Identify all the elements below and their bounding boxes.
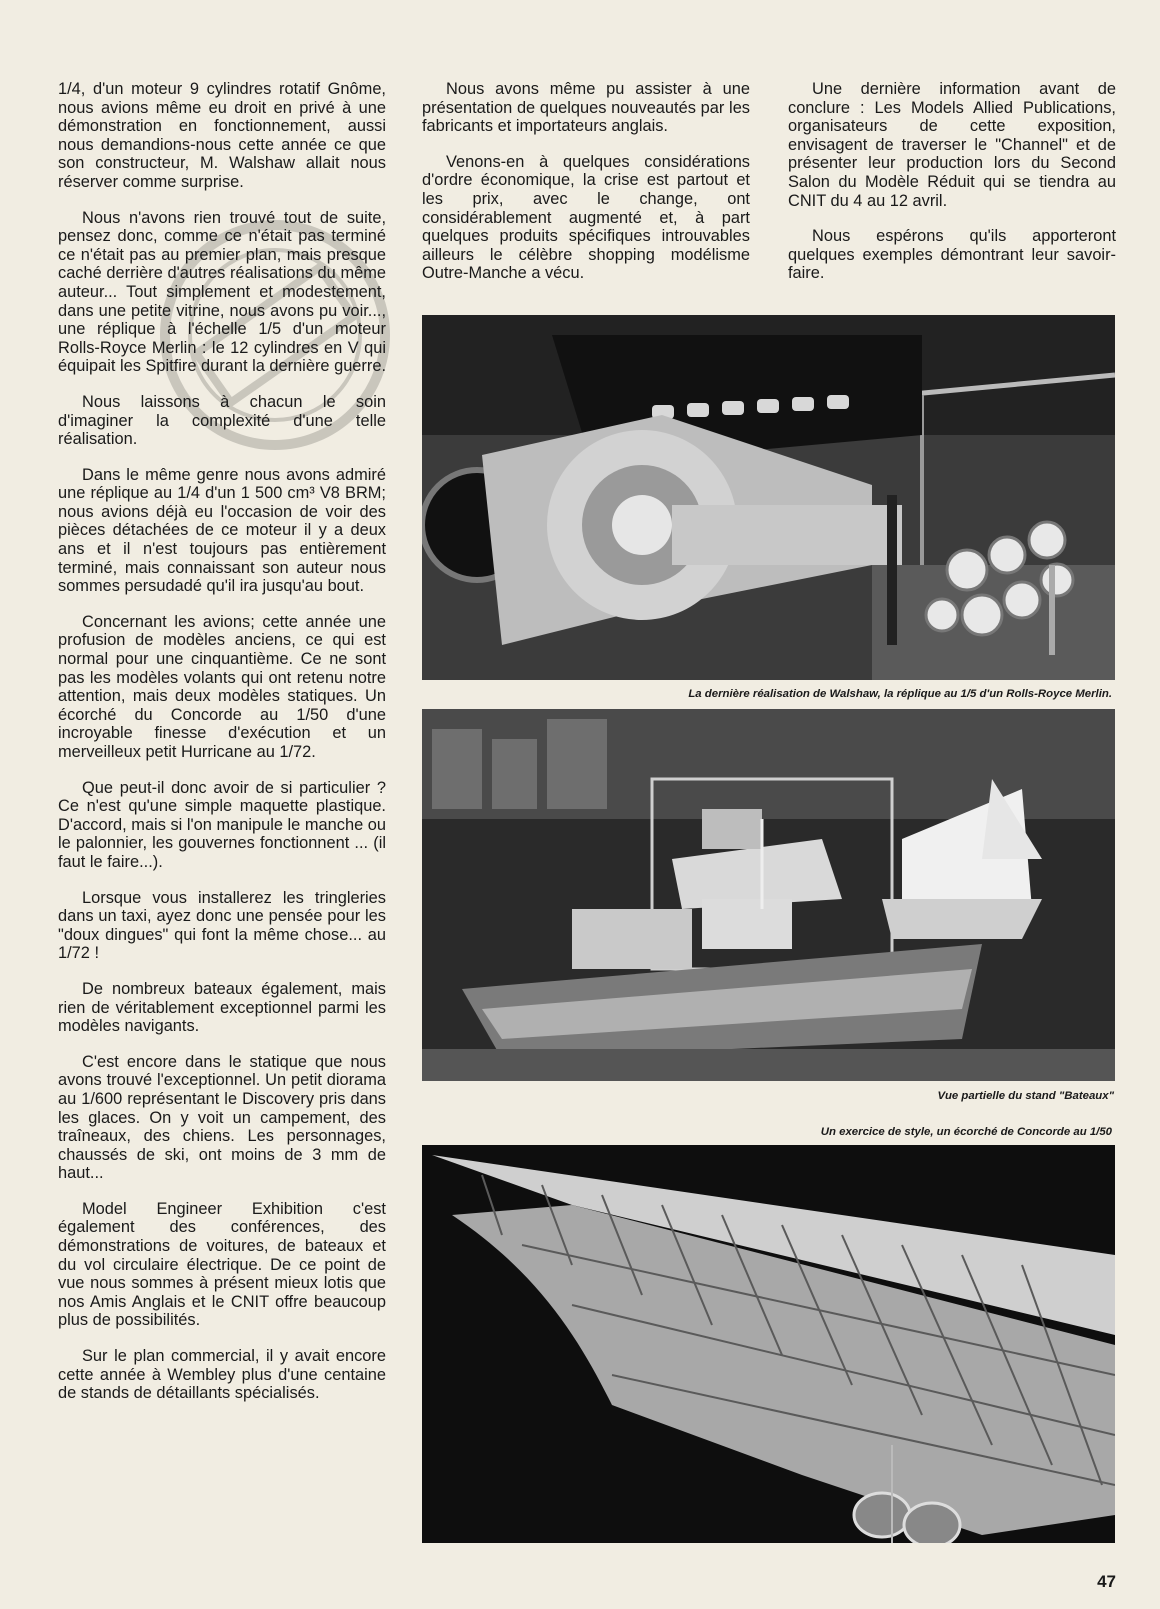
- col1-paragraph: Model Engineer Exhibition c'est également des conférences, des démonstrations de voitures, de bateaux et du vol circulaire électrique. De ce point de vue nous sommes à présent mieux lotis que nos Amis Anglais et le CNIT offre beaucoup plus de possibilités.: [58, 1199, 386, 1330]
- col1-paragraph: Nous n'avons rien trouvé tout de suite, pensez donc, comme ce n'était pas terminé ce n'était pas au premier plan, mais presque caché derrière d'autres réalisations du même auteur... Tout simplement et modestement, dans une petite vitrine, nous avons pu voir..., une réplique à l'échelle 1/5 d'un moteur Rolls-Royce Merlin : le 12 cylindres en V qui équipait les Spitfire durant la dernière guerre.: [58, 208, 387, 376]
- col3-paragraph: Nous espérons qu'ils apporteront quelques exemples démontrant leur savoir-faire.: [788, 227, 1116, 283]
- photo-merlin-engine: [422, 315, 1115, 680]
- col1-paragraph: 1/4, d'un moteur 9 cylindres rotatif Gnôme, nous avions même eu droit en privé à une démonstration en fonctionnement, aussi nous demandions-nous cette année ce que son constructeur, M. Walshaw allait nous réserver comme surprise.: [58, 80, 386, 191]
- col1-paragraph: Nous laissons à chacun le soin d'imaginer la complexité d'une telle réalisation.: [58, 392, 386, 449]
- col1-paragraph: Concernant les avions; cette année une profusion de modèles anciens, ce qui est normal pour une cinquantième. Ce ne sont pas les modèles volants qui ont retenu notre attention, mais deux modèles statiques. Un écorché du Concorde au 1/50 d'une incroyable finesse d'exécution et un merveilleux petit Hurricane au 1/72.: [58, 612, 386, 761]
- col1-paragraph: Sur le plan commercial, il y avait encore cette année à Wembley plus d'une centaine de stands de détaillants spécialisés.: [58, 1347, 386, 1403]
- col1-paragraph: Dans le même genre nous avons admiré une réplique au 1/4 d'un 1 500 cm³ V8 BRM; nous avions déjà eu l'occasion de voir des pièces détachées de ce moteur il y a deux ans et il n'est toujours pas entièrement terminé, mais connaissant son auteur nous sommes persudadé qu'il ira jusqu'au bout.: [58, 465, 386, 596]
- text-column-1: [58, 80, 386, 1420]
- col3-paragraph: Une dernière information avant de conclure : Les Models Allied Publications, organisateurs de cette exposition, envisagent de traverser le "Channel" et de présenter leur production lors du Second Salon du Modèle Réduit qui se tiendra au CNIT du 4 au 12 avril.: [788, 80, 1116, 210]
- col1-paragraph: Lorsque vous installerez les tringleries dans un taxi, ayez donc une pensée pour les "doux dingues" qui font la même chose... au 1/72 !: [58, 888, 386, 963]
- caption-merlin: La dernière réalisation de Walshaw, la réplique au 1/5 d'un Rolls-Royce Merlin.: [688, 688, 1112, 700]
- col1-paragraph: Que peut-il donc avoir de si particulier ? Ce n'est qu'une simple maquette plastique. D'accord, mais si l'on manipule le manche ou le palonnier, les gouvernes fonctionnent ... (il faut le faire...).: [58, 778, 386, 871]
- caption-bateaux: Vue partielle du stand "Bateaux": [937, 1090, 1114, 1102]
- photo-concorde-cutaway: [422, 1145, 1115, 1543]
- caption-concorde: Un exercice de style, un écorché de Concorde au 1/50: [820, 1126, 1112, 1138]
- col2-paragraph: Nous avons même pu assister à une présentation de quelques nouveautés par les fabricants et importateurs anglais.: [422, 80, 750, 136]
- col1-paragraph: De nombreux bateaux également, mais rien de véritablement exceptionnel parmi les modèles navigants.: [58, 979, 386, 1036]
- photo-boats-stand: [422, 709, 1115, 1081]
- text-column-2: [422, 80, 750, 300]
- text-column-3: [788, 80, 1116, 300]
- col2-paragraph: Venons-en à quelques considérations d'ordre économique, la crise est partout et les prix, avec le change, ont considérablement augmenté et, à part quelques produits spécifiques introuvables ailleurs le célèbre shopping modélisme Outre-Manche a vécu.: [422, 152, 750, 283]
- col1-paragraph: C'est encore dans le statique que nous avons trouvé l'exceptionnel. Un petit diorama au 1/600 représentant le Discovery pris dans les glaces. On y voit un campement, des traîneaux, des chiens. Les personnages, chaussés de ski, ont moins de 3 mm de haut...: [58, 1052, 386, 1183]
- page-number: 47: [1097, 1572, 1116, 1591]
